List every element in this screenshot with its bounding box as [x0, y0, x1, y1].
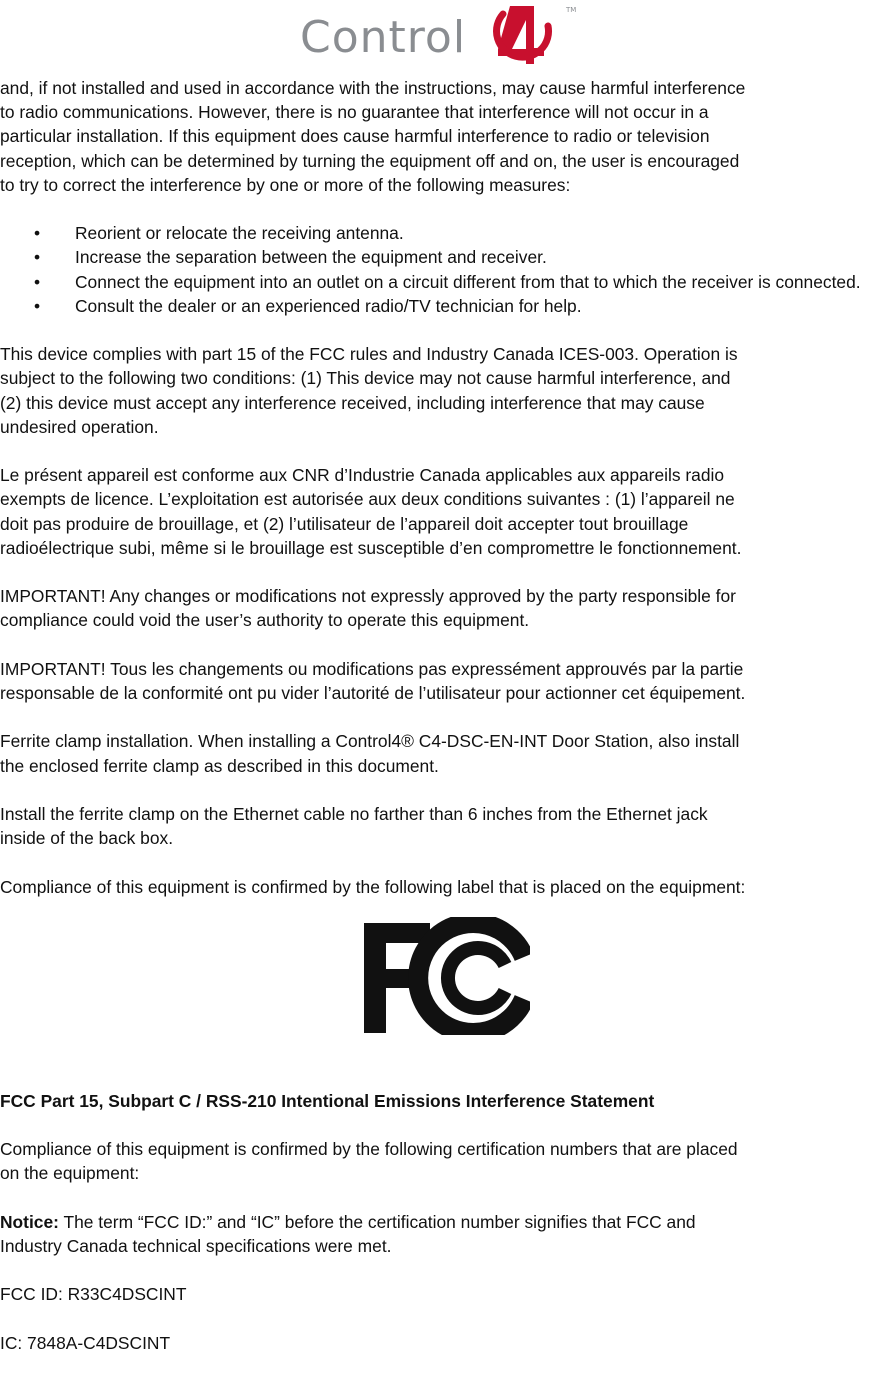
fcc-id-value: FCC ID: R33C4DSCINT — [0, 1284, 187, 1305]
list-item: • Increase the separation between the equipment and receiver. — [0, 245, 885, 269]
bullet-icon: • — [34, 223, 41, 244]
trademark-mark: TM — [566, 6, 577, 14]
control4-logo-wordmark: Control — [300, 12, 467, 63]
notice-paragraph: Notice: The term “FCC ID:” and “IC” before the certification number signifies that FCC and Industry Canada technical specifications were met. — [0, 1211, 696, 1256]
important-en-paragraph: IMPORTANT! Any changes or modifications not expressly approved by the party responsible for compliance could void the user’s authority to operate this equipment. — [0, 586, 736, 631]
bullet-icon: • — [34, 247, 41, 268]
part15-paragraph: This device complies with part 15 of the FCC rules and Industry Canada ICES-003. Operation is subject to the following two conditions: (1) This device may not cause harmful interference, and (2) this device must accept any interference received, including interference that may cause undesired operation. — [0, 344, 738, 437]
list-item: • Reorient or relocate the receiving antenna. — [0, 221, 885, 245]
list-item: • Consult the dealer or an experienced radio/TV technician for help. — [0, 294, 885, 318]
list-item: • Connect the equipment into an outlet on a circuit different from that to which the receiver is connected. — [0, 270, 885, 294]
fcc-logo-container — [0, 899, 894, 1089]
measures-list — [0, 221, 894, 318]
intro-paragraph: and, if not installed and used in accordance with the instructions, may cause harmful interference to radio communications. However, there is no guarantee that interference will not occur in a particular installation. If this equipment does cause harmful interference to radio or television reception, which can be determined by turning the equipment off and on, the user is encouraged to try to correct the interference by one or more of the following measures: — [0, 78, 746, 195]
ferrite-paragraph: Ferrite clamp installation. When installing a Control4® C4-DSC-EN-INT Door Station, also install the enclosed ferrite clamp as described in this document. — [0, 731, 740, 776]
section-heading: FCC Part 15, Subpart C / RSS-210 Intentional Emissions Interference Statement — [0, 1090, 655, 1111]
control4-logo — [298, 0, 598, 66]
bullet-icon: • — [34, 295, 41, 316]
compliance-label-paragraph: Compliance of this equipment is confirmed by the following label that is placed on the equipment: — [0, 876, 746, 897]
certification-paragraph: Compliance of this equipment is confirmed by the following certification numbers that are placed on the equipment: — [0, 1139, 738, 1184]
control4-logo-icon — [298, 0, 598, 66]
install-paragraph: Install the ferrite clamp on the Ethernet cable no farther than 6 inches from the Ethernet jack inside of the back box. — [0, 803, 708, 849]
fcc-logo-icon — [364, 917, 530, 1035]
french-paragraph: Le présent appareil est conforme aux CNR d’Industrie Canada applicables aux appareils radio exempts de licence. L’exploitation est autorisée aux deux conditions suivantes : (1) l’appareil ne doit pas produire de brouillage, et (2) l’utilisateur de l’appareil doit accepter tout brouillage radioélectrique subi, même si le brouillage est susceptible d’en compromettre le fonctionnement. — [0, 465, 742, 558]
document-body — [0, 76, 894, 1379]
important-fr-paragraph: IMPORTANT! Tous les changements ou modifications pas expressément approuvés par la partie responsable de la conformité ont pu vider l’autorité de l’utilisateur pour actionner cet équipement. — [0, 658, 746, 703]
control4-four-mark — [497, 6, 549, 64]
notice-label: Notice: — [0, 1211, 59, 1232]
bullet-icon: • — [34, 271, 41, 292]
ic-id-value: IC: 7848A-C4DSCINT — [0, 1332, 171, 1353]
